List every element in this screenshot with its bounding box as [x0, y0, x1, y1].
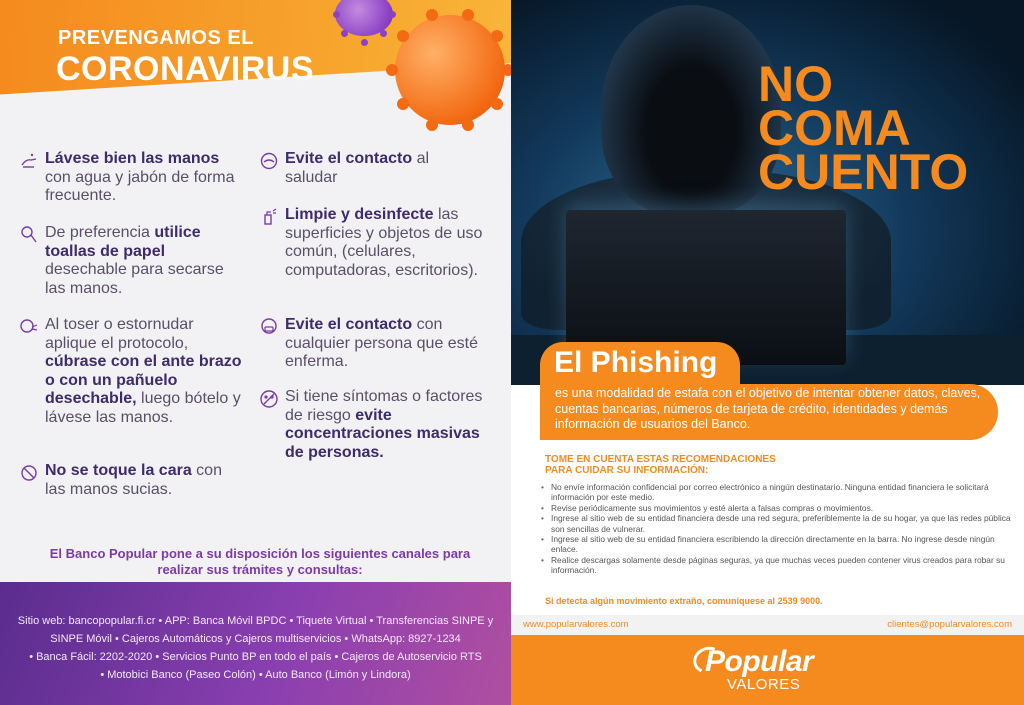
recommendations-heading-line: PARA CUIDAR SU INFORMACIÓN: — [545, 465, 709, 476]
channels-line: • Banca Fácil: 2202-2020 • Servicios Punto BP en todo el país • Cajeros de Autoservicio RTS — [29, 651, 482, 663]
tip-body: De preferencia — [45, 224, 155, 241]
virus-illustration-purple — [335, 0, 393, 36]
tip-emphasis: Limpie y desinfecte — [285, 206, 434, 223]
tip-text — [45, 462, 245, 499]
virus-spike — [397, 30, 409, 42]
contact-line — [545, 596, 823, 606]
logo-name: Popular — [705, 645, 814, 678]
banner-title-line2: CORONAVIRUS — [56, 50, 314, 88]
no-touch-face-icon — [19, 463, 39, 483]
virus-spike — [361, 39, 368, 46]
virus-spike — [491, 98, 503, 110]
tip-body: desechable para secarse las manos. — [45, 261, 224, 297]
slogan-line: COMA — [758, 100, 911, 156]
website-link[interactable]: www.popularvalores.com — [523, 619, 629, 630]
hacker-hood — [601, 5, 781, 215]
tip-text — [285, 388, 485, 462]
banner-title-line1: PREVENGAMOS EL — [58, 27, 254, 49]
slogan-line: NO — [758, 56, 833, 112]
email-link[interactable]: clientes@popularvalores.com — [887, 619, 1012, 630]
popular-valores-logo — [691, 645, 851, 697]
virus-spike — [462, 119, 474, 131]
tip-emphasis: Evite el contacto — [285, 316, 413, 333]
contact-prefix: Si detecta algún movimiento extraño, comuníquese al — [545, 596, 778, 606]
tip-body: Si tiene síntomas o factores de riesgo — [285, 388, 483, 424]
tip-text — [45, 316, 245, 427]
tip-emphasis: utilice toallas de papel — [45, 224, 201, 260]
channels-line: Sitio web: bancopopular.fi.cr • APP: Banca Móvil BPDC • Tiquete Virtual • Transferencias SINPE y — [17, 615, 494, 627]
tip-body: con agua y jabón de forma frecuente. — [45, 168, 235, 204]
phishing-description: es una modalidad de estafa con el objetivo de intentar obtener datos, claves, cuentas bancarias, números de tarjeta de crédito, identidades y demás información de usuarios del Banco. — [555, 386, 981, 431]
tip-text — [285, 206, 485, 280]
contact-phone: 2539 9000. — [777, 596, 823, 606]
channels-line: • Motobici Banco (Paseo Colón) • Auto Banco (Limón y Lindora) — [100, 669, 411, 681]
channels-heading: El Banco Popular pone a su disposición los siguientes canales para realizar sus trámites y consultas: — [49, 546, 471, 577]
slogan — [758, 56, 969, 200]
tip-text — [45, 150, 245, 206]
channels-line: SINPE Móvil • Cajeros Automáticos y Cajeros multiservicios • WhatsApp: 8927-1234 — [50, 633, 461, 645]
tip-text — [45, 224, 245, 298]
hand-wash-icon — [19, 151, 39, 171]
cough-icon — [19, 317, 39, 337]
phishing-panel — [511, 0, 1024, 705]
crowd-icon — [259, 389, 279, 409]
tip-body: con cualquier persona que esté enferma. — [285, 316, 479, 370]
tip-emphasis: evite concentraciones masivas de personas. — [285, 406, 480, 461]
tip-body: Al toser o estornudar aplique el protocolo, — [45, 316, 194, 352]
list-item: • No envíe información confidencial por correo electrónico a ningún destinatario. Ninguna entidad financiera le solicitará información por este medio. — [541, 482, 1011, 503]
no-handshake-icon — [259, 151, 279, 171]
tip-text — [285, 316, 485, 372]
tip-body: al saludar — [285, 150, 430, 186]
logo-subtitle: VALORES — [727, 676, 801, 693]
channels-list — [8, 612, 503, 684]
coronavirus-panel — [0, 0, 511, 705]
phishing-title: El Phishing — [554, 346, 718, 379]
tip-emphasis: Evite el contacto — [285, 150, 413, 167]
virus-spike — [341, 30, 348, 37]
list-item: • Realice descargas solamente desde páginas seguras, ya que muchas veces pueden contener virus creados para robar su información. — [541, 555, 1011, 576]
mask-icon — [259, 317, 279, 337]
tip-text — [285, 150, 485, 187]
virus-spike — [491, 30, 503, 42]
virus-spike — [502, 64, 511, 76]
virus-spike — [462, 9, 474, 21]
tip-body: luego bótelo y lávese las manos. — [45, 390, 241, 426]
list-item: • Ingrese al sitio web de su entidad financiera desde una red segura, preferiblemente la de su hogar, ya que las redes pública son sencillas de vulnerar. — [541, 513, 1011, 534]
recommendations-list — [541, 482, 1011, 576]
recommendations-heading — [545, 454, 776, 476]
recommendations-heading-line: TOME EN CUENTA ESTAS RECOMENDACIONES — [545, 454, 776, 465]
tip-emphasis: No se toque la cara — [45, 462, 192, 479]
virus-spike — [389, 11, 396, 18]
list-item: • Ingrese al sitio web de su entidad financiera escribiendo la dirección directamente en la barra. No ingrese desde ningún enlace. — [541, 534, 1011, 555]
slogan-line: CUENTO — [758, 144, 969, 200]
tip-emphasis: cúbrase con el ante brazo o con un pañuelo desechable, — [45, 353, 242, 407]
tip-body: con las manos sucias. — [45, 462, 222, 498]
tip-body: las superficies y objetos de uso común, (celulares, computadoras, escritorios). — [285, 206, 483, 279]
virus-spike — [386, 64, 398, 76]
virus-spike — [426, 9, 438, 21]
tip-emphasis: Lávese bien las manos — [45, 150, 220, 167]
virus-spike — [333, 11, 340, 18]
spray-icon — [259, 207, 279, 227]
virus-illustration-orange — [395, 15, 505, 125]
paper-towel-icon — [19, 225, 39, 245]
list-item: • Revise periódicamente sus movimientos y esté alerta a falsas compras o movimientos. — [541, 503, 1011, 513]
